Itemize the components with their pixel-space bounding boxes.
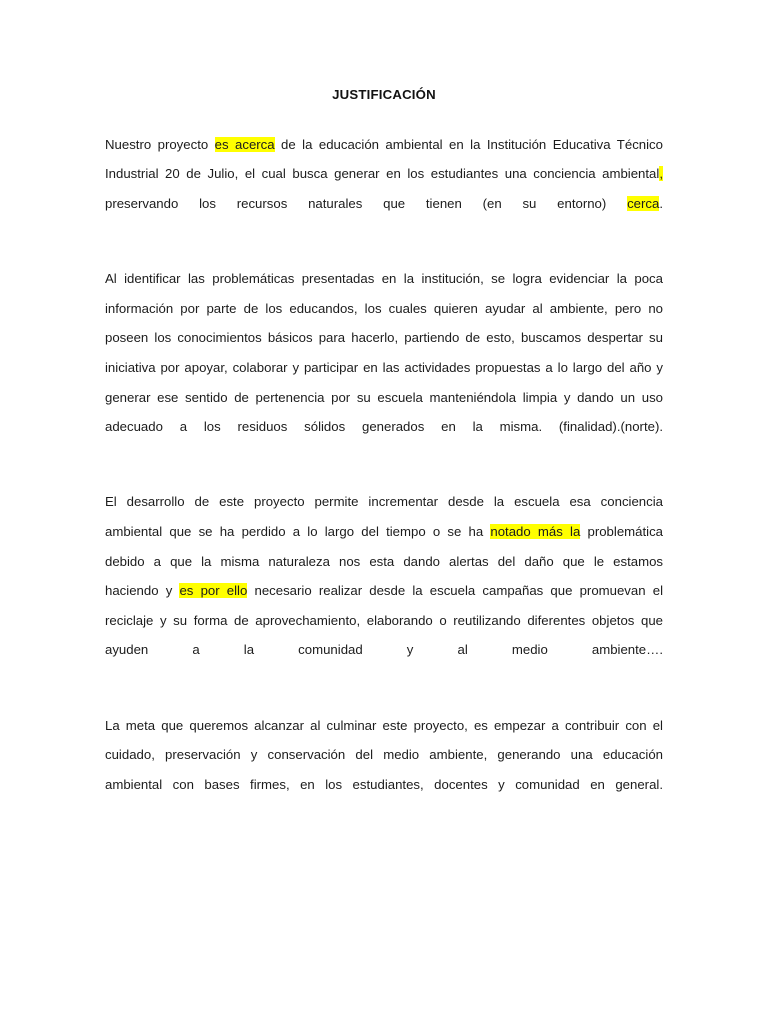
paragraph-2: Al identificar las problemáticas presentadas en la institución, se logra evidenciar la poca información por parte de los educandos, los cuales quieren ayudar al ambiente, pero no poseen los conocimientos básicos para hacerlo, partiendo de esto, buscamos despertar su iniciativa por apoyar, colaborar y participar en las actividades propuestas a lo largo del año y generar ese sentido de pertenencia por su escuela manteniéndola limpia y dando un uso adecuado a los residuos sólidos generados en la misma. (finalidad).(norte).	[105, 271, 663, 435]
paragraph-4: La meta que queremos alcanzar al culminar este proyecto, es empezar a contribuir con el cuidado, preservación y conservación del medio ambiente, generando una educación ambiental con bases firmes, en los estudiantes, docentes y comunidad en general.	[105, 717, 663, 792]
document-body	[105, 86, 663, 829]
highlighted-text: cerca	[627, 196, 660, 211]
paragraph-3: El desarrollo de este proyecto permite incrementar desde la escuela esa conciencia ambiental que se ha perdido a lo largo del tiempo o se ha notado más la problemática debido a que la misma naturaleza nos esta dando alertas del daño que le estamos haciendo y es por ello necesario realizar desde la escuela campañas que promuevan el reciclaje y su forma de aprovechamiento, elaborando o reutilizando diferentes objetos que ayuden a la comunidad y al medio ambiente….	[105, 494, 664, 658]
paragraph-1: Nuestro proyecto es acerca de la educación ambiental en la Institución Educativa Técnico Industrial 20 de Julio, el cual busca generar en los estudiantes una conciencia ambiental, preservando los recursos naturales que tienen (en su entorno) cerca.	[105, 136, 663, 211]
highlighted-text: es por ello	[179, 583, 248, 599]
highlighted-text: es acerca	[214, 136, 275, 152]
highlighted-text: notado más la	[490, 523, 581, 539]
highlighted-text: ,	[659, 166, 663, 182]
page-title: JUSTIFICACIÓN	[332, 87, 436, 102]
